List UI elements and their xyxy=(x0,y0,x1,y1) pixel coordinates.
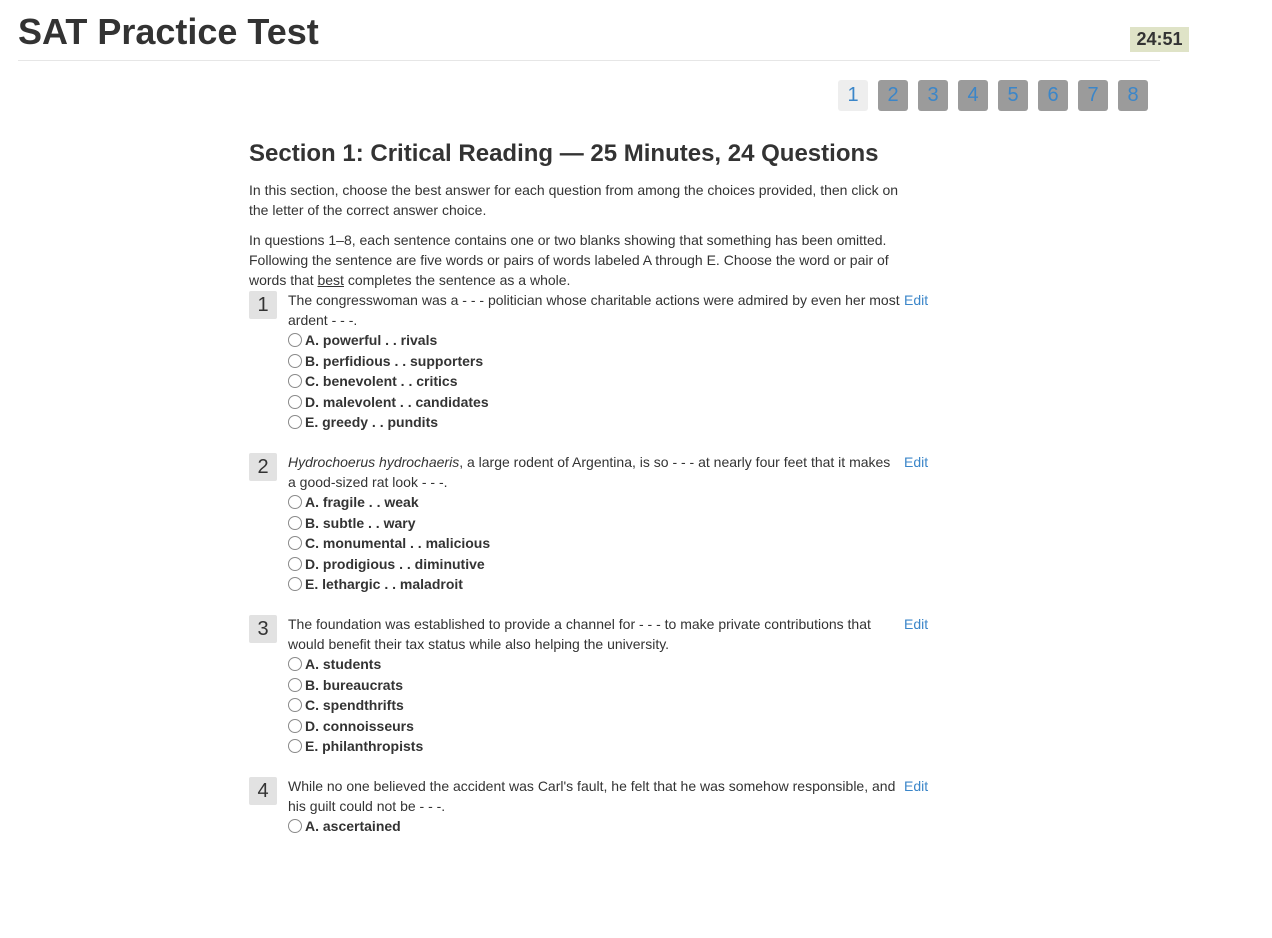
answer-choice-b[interactable] xyxy=(288,675,423,696)
choice-label: D. malevolent . . candidates xyxy=(305,393,489,410)
choice-label: B. subtle . . wary xyxy=(305,514,416,531)
question-3 xyxy=(249,614,929,776)
radio-button[interactable] xyxy=(288,698,302,712)
radio-button[interactable] xyxy=(288,354,302,368)
question-text-body: While no one believed the accident was Carl's fault, he felt that he was somehow responsible, and his guilt could not be - - -. xyxy=(288,778,896,814)
choice-label: A. fragile . . weak xyxy=(305,494,419,511)
test-content xyxy=(249,138,929,938)
directions-emphasis: best xyxy=(317,272,344,288)
question-text xyxy=(288,614,900,654)
answer-choice-c[interactable] xyxy=(288,533,490,554)
edit-link[interactable]: Edit xyxy=(904,292,929,308)
edit-link[interactable]: Edit xyxy=(904,454,929,470)
question-number: 4 xyxy=(249,777,277,805)
title-divider xyxy=(18,60,1160,61)
choice-label: B. perfidious . . supporters xyxy=(305,352,484,369)
question-text xyxy=(288,452,900,492)
page-button-8[interactable]: 8 xyxy=(1118,80,1148,111)
page-button-7[interactable]: 7 xyxy=(1078,80,1108,111)
answer-choice-d[interactable] xyxy=(288,392,489,413)
choice-label: D. prodigious . . diminutive xyxy=(305,555,485,572)
radio-button[interactable] xyxy=(288,739,302,753)
question-text-italic: Hydrochoerus hydrochaeris xyxy=(288,454,460,470)
answer-choices xyxy=(288,816,401,837)
choice-label: E. greedy . . pundits xyxy=(305,414,439,431)
question-4 xyxy=(249,776,929,938)
answer-choice-d[interactable] xyxy=(288,716,423,737)
radio-button[interactable] xyxy=(288,495,302,509)
radio-button[interactable] xyxy=(288,374,302,388)
page-title: SAT Practice Test xyxy=(18,11,319,52)
choice-label: C. benevolent . . critics xyxy=(305,373,458,390)
section-title: Section 1: Critical Reading — 25 Minutes, 24 Questions xyxy=(249,140,879,167)
choice-label: E. lethargic . . maladroit xyxy=(305,576,463,593)
answer-choice-a[interactable] xyxy=(288,492,490,513)
choice-label: E. philanthropists xyxy=(305,738,424,755)
radio-button[interactable] xyxy=(288,678,302,692)
answer-choice-a[interactable] xyxy=(288,816,401,837)
radio-button[interactable] xyxy=(288,536,302,550)
radio-button[interactable] xyxy=(288,415,302,429)
question-text-body: The foundation was established to provide a channel for - - - to make private contributions that would benefit their tax status while also helping the university. xyxy=(288,616,871,652)
choice-label: B. bureaucrats xyxy=(305,676,404,693)
page-button-5[interactable]: 5 xyxy=(998,80,1028,111)
answer-choice-c[interactable] xyxy=(288,371,489,392)
choice-label: C. spendthrifts xyxy=(305,697,404,714)
question-number: 1 xyxy=(249,291,277,319)
radio-button[interactable] xyxy=(288,577,302,591)
section-pager xyxy=(838,80,1148,111)
answer-choice-a[interactable] xyxy=(288,330,489,351)
answer-choice-e[interactable] xyxy=(288,736,423,757)
countdown-timer: 24:51 xyxy=(1130,27,1189,52)
answer-choices xyxy=(288,492,490,595)
question-number: 2 xyxy=(249,453,277,481)
answer-choice-a[interactable] xyxy=(288,654,423,675)
question-directions xyxy=(249,230,914,290)
radio-button[interactable] xyxy=(288,557,302,571)
question-text-body: The congresswoman was a - - - politician whose charitable actions were admired by even her most ardent - - -. xyxy=(288,292,900,328)
answer-choice-d[interactable] xyxy=(288,554,490,575)
answer-choice-b[interactable] xyxy=(288,513,490,534)
answer-choices xyxy=(288,654,423,757)
page-button-4[interactable]: 4 xyxy=(958,80,988,111)
answer-choice-c[interactable] xyxy=(288,695,423,716)
answer-choices xyxy=(288,330,489,433)
question-1 xyxy=(249,290,929,452)
radio-button[interactable] xyxy=(288,719,302,733)
question-text-body: , a large rodent of Argentina, is so - - - at nearly four feet that it makes a good-sized rat look - - -. xyxy=(288,454,891,490)
choice-label: A. students xyxy=(305,656,382,673)
page-button-1[interactable]: 1 xyxy=(838,80,868,111)
radio-button[interactable] xyxy=(288,516,302,530)
question-number: 3 xyxy=(249,615,277,643)
answer-choice-b[interactable] xyxy=(288,351,489,372)
radio-button[interactable] xyxy=(288,657,302,671)
edit-link[interactable]: Edit xyxy=(904,616,929,632)
answer-choice-e[interactable] xyxy=(288,412,489,433)
choice-label: A. powerful . . rivals xyxy=(305,332,438,349)
radio-button[interactable] xyxy=(288,819,302,833)
section-instructions: In this section, choose the best answer for each question from among the choices provided, then click on the letter of the correct answer choice. xyxy=(249,182,899,218)
question-2 xyxy=(249,452,929,614)
radio-button[interactable] xyxy=(288,333,302,347)
question-text xyxy=(288,290,900,330)
choice-label: C. monumental . . malicious xyxy=(305,535,491,552)
choice-label: A. ascertained xyxy=(305,818,401,835)
directions-text-end: completes the sentence as a whole. xyxy=(343,272,571,288)
directions-text: In questions 1–8, each sentence contains one or two blanks showing that something has been omitted. Following the sentence are five words or pairs of words labeled A through E. Choose the word or pair of words that xyxy=(249,232,889,288)
page-button-2[interactable]: 2 xyxy=(878,80,908,111)
question-text xyxy=(288,776,900,816)
choice-label: D. connoisseurs xyxy=(305,717,414,734)
radio-button[interactable] xyxy=(288,395,302,409)
page-button-3[interactable]: 3 xyxy=(918,80,948,111)
answer-choice-e[interactable] xyxy=(288,574,490,595)
page-button-6[interactable]: 6 xyxy=(1038,80,1068,111)
edit-link[interactable]: Edit xyxy=(904,778,929,794)
